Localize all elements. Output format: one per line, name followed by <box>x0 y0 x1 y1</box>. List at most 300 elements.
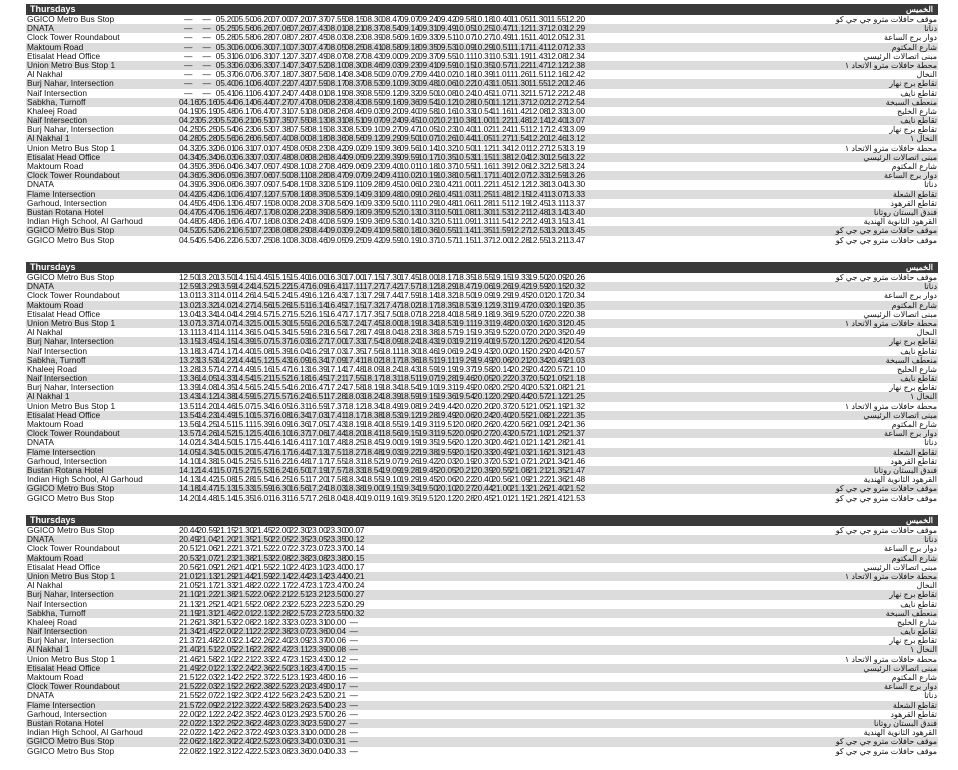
time-cell: 15.53 <box>252 464 273 475</box>
time-cell: 15.28 <box>234 474 254 485</box>
time-cell: 06.21 <box>234 115 254 126</box>
time-cell: 13.53 <box>197 354 218 365</box>
time-cell: 15.43 <box>270 354 291 365</box>
time-cell: 14.02 <box>215 299 236 310</box>
time-cell: 10.31 <box>418 206 438 217</box>
time-cell: 19.19 <box>399 437 420 448</box>
time-cell: 11.05 <box>473 133 493 144</box>
time-cell: 16.37 <box>289 428 310 439</box>
time-cell: 06.11 <box>234 87 254 98</box>
time-cell: 12.07 <box>510 170 530 181</box>
time-cell: 07.40 <box>270 133 291 144</box>
time-cell: 12.45 <box>528 197 549 208</box>
time-cell: 22.21 <box>215 699 236 710</box>
time-cell: 19.01 <box>362 492 383 503</box>
time-cell: 07.59 <box>307 78 328 89</box>
time-cell: 08.51 <box>326 179 346 190</box>
stop-name-ar: مبنى اتصالات الرئيسي <box>863 152 937 162</box>
time-cell: 21.52 <box>179 681 199 692</box>
time-cell: 08.27 <box>307 161 328 171</box>
time-cell: 20.20 <box>528 327 549 338</box>
time-cell: 12.41 <box>528 188 549 199</box>
time-cell: 08.43 <box>344 96 365 107</box>
time-cell: 22.00 <box>179 708 199 719</box>
time-cell: 22.24 <box>215 708 236 719</box>
time-cell: 10.02 <box>436 69 457 80</box>
time-cell: 19.42 <box>510 281 530 292</box>
time-cell: 00.15 <box>326 662 346 673</box>
time-cell: 19.03 <box>436 336 457 347</box>
time-cell: 10.18 <box>473 14 494 24</box>
time-cell: 09.16 <box>344 197 365 208</box>
timetable-row <box>26 572 938 581</box>
time-cell: 15.47 <box>270 363 291 374</box>
time-cell: 19.45 <box>418 464 438 475</box>
time-cell: 20.42 <box>491 419 512 429</box>
time-cell: 10.02 <box>418 115 438 126</box>
time-cell: 14.18 <box>179 483 199 494</box>
time-cell: 12.53 <box>546 142 567 153</box>
time-cell: 21.09 <box>510 474 530 485</box>
time-cell: 19.31 <box>473 317 494 328</box>
time-cell: 13.04 <box>179 308 199 319</box>
time-cell: 15.52 <box>270 373 291 384</box>
time-cell: — <box>349 727 358 738</box>
time-cell: 23.06 <box>270 736 291 747</box>
time-cell: 08.10 <box>270 234 291 245</box>
time-cell: 10.06 <box>436 78 457 89</box>
time-cell: 20.05 <box>436 464 457 475</box>
time-cell: 13.31 <box>197 290 218 301</box>
time-cell: 09.23 <box>362 161 383 171</box>
time-cell: 10.12 <box>436 96 457 107</box>
time-cell: 20.37 <box>491 400 512 411</box>
time-cell: 15.33 <box>234 483 254 494</box>
time-cell: 09.58 <box>381 225 402 236</box>
time-cell: 18.19 <box>362 382 383 393</box>
time-cell: 08.37 <box>362 23 383 34</box>
stop-name-en: Naif Intersection <box>27 346 87 356</box>
time-cell: 15.25 <box>234 455 254 466</box>
time-cell: 06.44 <box>252 96 273 107</box>
stop-name-en: GGICO Metro Bus Stop <box>27 15 115 24</box>
stop-name-ar: منعطف السبخة <box>885 355 937 365</box>
time-cell: 09.39 <box>381 151 402 162</box>
time-cell: 10.21 <box>436 115 457 126</box>
time-cell: 00.07 <box>344 525 365 535</box>
time-cell: 19.37 <box>454 363 475 374</box>
time-cell: 18.39 <box>381 391 402 402</box>
time-cell: 22.37 <box>252 672 273 682</box>
time-cell: 08.44 <box>326 151 346 162</box>
time-cell: 12.56 <box>546 151 567 162</box>
stop-name-en: Burj Nahar, Intersection <box>27 79 114 89</box>
time-cell: 20.15 <box>454 446 475 457</box>
time-cell: 19.59 <box>436 446 457 457</box>
time-cell: 09.36 <box>362 216 383 227</box>
time-cell: 20.08 <box>454 419 475 429</box>
time-cell: 21.25 <box>197 598 218 609</box>
time-cell: 14.01 <box>215 290 236 301</box>
time-cell: 13.15 <box>546 216 567 227</box>
time-cell: 10.19 <box>399 234 420 245</box>
time-cell: 08.03 <box>270 216 291 227</box>
time-cell: 21.07 <box>510 455 530 466</box>
time-cell: 00.24 <box>344 580 365 591</box>
stop-name-ar: تقاطع نايف <box>900 599 937 609</box>
time-cell: 06.08 <box>215 179 236 190</box>
time-cell: 23.30 <box>289 717 310 728</box>
time-cell: 07.18 <box>252 216 273 227</box>
time-cell: 21.22 <box>546 409 567 420</box>
time-cell: 06.03 <box>215 151 236 162</box>
time-cell: 13.51 <box>179 400 199 411</box>
time-cell: 08.50 <box>362 69 383 80</box>
time-cell: 11.22 <box>473 179 493 190</box>
stop-name-en: Bustan Rotana Hotel <box>27 465 104 475</box>
time-cell: 23.09 <box>289 635 310 646</box>
time-cell: 21.30 <box>234 525 254 535</box>
time-cell: 22.56 <box>270 690 291 701</box>
time-cell: 21.48 <box>234 580 254 591</box>
time-cell: 18.02 <box>362 354 383 365</box>
time-cell: 18.48 <box>362 446 383 457</box>
time-cell: 22.23 <box>252 626 273 637</box>
time-cell: 20.59 <box>197 525 218 535</box>
time-cell: 15.27 <box>234 464 254 475</box>
time-cell: 22.05 <box>270 534 291 545</box>
time-cell: 23.02 <box>270 717 291 728</box>
time-cell: 09.11 <box>344 179 364 190</box>
time-cell: 09.10 <box>362 124 383 135</box>
time-cell: 06.46 <box>234 206 254 217</box>
time-cell: 04.28 <box>179 133 199 144</box>
time-cell: 16.45 <box>326 299 346 310</box>
time-cell: 20.53 <box>528 382 549 393</box>
time-cell: 22.08 <box>234 616 254 627</box>
stop-name-en: Union Metro Bus Stop 1 <box>27 143 116 153</box>
time-cell: 09.44 <box>418 69 438 80</box>
time-cell: 20.30 <box>473 437 494 448</box>
time-cell: 21.28 <box>546 437 567 448</box>
time-cell: 11.37 <box>528 23 548 34</box>
time-cell: 19.28 <box>418 409 438 420</box>
time-cell: 13.56 <box>179 419 199 429</box>
time-cell: 14.07 <box>215 317 236 328</box>
time-cell: 06.13 <box>215 197 236 208</box>
stop-name-en: Burj Nahar, Intersection <box>27 590 114 600</box>
time-cell: 23.55 <box>326 607 346 618</box>
time-cell: 12.46 <box>546 133 567 144</box>
time-cell: 18.19 <box>399 317 420 328</box>
stop-name-ar: شارع المكتوم <box>891 420 937 429</box>
time-cell: 14.05 <box>197 373 218 384</box>
time-cell: 11.05 <box>510 14 530 24</box>
time-cell: 18.43 <box>418 336 438 347</box>
time-cell: 12.22 <box>546 87 567 98</box>
time-cell: 17.05 <box>307 419 328 429</box>
time-cell: 17.29 <box>362 290 383 301</box>
time-cell: 09.45 <box>399 115 420 126</box>
time-cell: 23.52 <box>326 598 346 609</box>
time-cell: 23.37 <box>326 543 346 554</box>
time-cell: 10.26 <box>436 133 457 144</box>
time-cell: 19.24 <box>454 345 475 356</box>
stop-name-en: DNATA <box>27 24 54 34</box>
time-cell: 14.56 <box>234 382 254 393</box>
time-cell: 22.33 <box>252 653 273 664</box>
time-cell: 13.00 <box>565 105 585 116</box>
time-cell: 16.08 <box>270 409 291 420</box>
time-cell: 09.50 <box>381 197 402 208</box>
time-cell: 10.38 <box>436 170 457 181</box>
time-cell: — <box>202 69 211 80</box>
time-cell: 18.57 <box>436 327 457 338</box>
time-cell: 19.52 <box>436 428 457 439</box>
time-cell: 10.42 <box>436 179 457 190</box>
time-cell: 21.51 <box>197 644 218 655</box>
time-cell: 13.45 <box>565 225 585 236</box>
time-cell: 22.02 <box>252 580 273 591</box>
stop-name-en: Union Metro Bus Stop 1 <box>27 60 116 70</box>
time-cell: 09.50 <box>399 133 420 144</box>
time-cell: 16.17 <box>270 446 291 457</box>
time-cell: 22.49 <box>252 727 273 738</box>
time-cell: 19.44 <box>436 400 457 411</box>
time-cell: 17.15 <box>362 272 383 282</box>
time-cell: 17.35 <box>362 308 383 319</box>
time-cell: 22.19 <box>215 690 236 701</box>
time-cell: 14.50 <box>215 437 236 448</box>
time-cell: 05.40 <box>215 78 236 89</box>
time-cell: 18.04 <box>381 327 402 338</box>
time-cell: 08.53 <box>362 78 383 89</box>
time-cell: 10.54 <box>473 105 494 116</box>
time-cell: 11.16 <box>473 161 493 171</box>
time-cell: 05.33 <box>215 59 236 70</box>
time-cell: 10.55 <box>454 161 475 171</box>
time-cell: 20.09 <box>454 428 475 439</box>
time-cell: 21.05 <box>179 580 199 591</box>
time-cell: 18.00 <box>381 317 402 328</box>
time-cell: 06.41 <box>234 188 254 199</box>
time-cell: 14.20 <box>197 400 218 411</box>
time-cell: 17.24 <box>344 317 365 328</box>
time-cell: 22.01 <box>197 662 218 673</box>
time-cell: 07.32 <box>289 50 310 61</box>
time-cell: 22.25 <box>215 717 236 728</box>
time-cell: 15.20 <box>234 446 254 457</box>
stop-name-en: Al Nakhal <box>27 70 63 80</box>
time-cell: 05.34 <box>197 151 218 162</box>
time-cell: 16.20 <box>289 382 310 393</box>
time-cell: 06.05 <box>215 170 236 181</box>
time-cell: 14.38 <box>215 391 236 402</box>
time-cell: 17.13 <box>344 290 365 301</box>
time-cell: 11.57 <box>528 87 548 98</box>
time-cell: 13.11 <box>546 197 566 208</box>
stop-name-en: Clock Tower Roundabout <box>27 682 120 692</box>
time-cell: 18.38 <box>344 483 365 494</box>
time-cell: 19.31 <box>436 382 457 393</box>
time-cell: 16.04 <box>289 345 310 356</box>
time-cell: 20.55 <box>491 464 512 475</box>
time-cell: 22.00 <box>270 525 291 535</box>
time-cell: 04.48 <box>179 216 199 227</box>
time-cell: 09.14 <box>399 23 420 34</box>
time-cell: 20.50 <box>528 373 549 384</box>
time-cell: 07.51 <box>289 105 310 116</box>
time-cell: 12.27 <box>546 96 567 107</box>
stop-name-en: Flame Intersection <box>27 189 96 199</box>
time-cell: 07.17 <box>252 206 273 217</box>
time-cell: 06.10 <box>234 78 254 89</box>
stop-name-ar: تقاطع برج نهار <box>889 636 937 646</box>
time-cell: 22.03 <box>197 681 218 692</box>
time-cell: 12.07 <box>546 41 567 52</box>
time-cell: 23.34 <box>289 736 310 747</box>
time-cell: 00.26 <box>326 708 346 719</box>
time-cell: 08.40 <box>307 216 328 227</box>
stop-name-ar: تقاطع الشعلة <box>892 189 937 199</box>
time-cell: 17.17 <box>344 308 365 319</box>
stop-name-ar: منعطف السبخة <box>885 608 937 618</box>
time-cell: 13.28 <box>179 363 199 374</box>
time-cell: 09.40 <box>381 161 402 171</box>
time-cell: — <box>349 644 358 655</box>
time-cell: 18.02 <box>399 299 420 310</box>
time-cell: 19.48 <box>491 317 512 328</box>
time-cell: 07.27 <box>270 96 291 107</box>
time-cell: 09.07 <box>381 69 402 80</box>
stop-name-ar: دناتا <box>924 24 937 34</box>
stop-name-ar: شارع المكتوم <box>891 162 937 171</box>
time-cell: 20.20 <box>473 400 494 411</box>
time-cell: 17.59 <box>399 290 420 301</box>
time-cell: 05.52 <box>215 115 236 126</box>
time-cell: 07.18 <box>270 69 291 80</box>
stop-name-en: Etisalat Head Office <box>27 410 101 420</box>
timetable-row <box>26 600 938 609</box>
time-cell: 21.01 <box>179 570 199 581</box>
time-cell: 18.20 <box>344 428 365 439</box>
time-cell: 08.05 <box>326 41 346 52</box>
time-cell: 09.59 <box>399 151 420 162</box>
time-cell: 19.15 <box>399 428 420 439</box>
time-cell: 05.25 <box>197 124 218 135</box>
time-cell: 21.52 <box>234 589 254 600</box>
time-cell: 16.03 <box>289 336 310 347</box>
time-cell: 09.12 <box>381 87 402 98</box>
time-cell: 22.42 <box>270 644 291 655</box>
time-cell: 14.42 <box>197 474 218 485</box>
time-cell: 08.01 <box>307 87 328 98</box>
time-cell: 20.21 <box>510 354 530 365</box>
time-cell: 06.41 <box>252 87 273 98</box>
time-cell: 04.45 <box>179 197 199 208</box>
time-cell: 07.35 <box>270 115 291 126</box>
time-cell: 00.00 <box>326 616 346 627</box>
time-cell: 11.15 <box>454 234 475 245</box>
time-cell: 18.34 <box>362 400 383 411</box>
time-cell: 20.44 <box>510 391 530 402</box>
time-cell: 18.09 <box>362 363 383 374</box>
time-cell: 20.26 <box>528 336 549 347</box>
time-cell: 16.56 <box>326 327 346 338</box>
time-cell: 16.15 <box>307 308 328 319</box>
time-cell: 18.47 <box>454 281 475 292</box>
time-cell: 10.26 <box>418 188 438 199</box>
time-cell: 15.52 <box>289 308 310 319</box>
time-cell: 07.49 <box>307 50 328 61</box>
time-cell: 00.06 <box>326 635 346 646</box>
time-cell: — <box>349 662 358 673</box>
time-cell: 19.58 <box>473 363 494 374</box>
time-cell: 19.22 <box>399 446 420 457</box>
time-cell: 22.17 <box>270 580 291 591</box>
stop-name-en: GGICO Metro Bus Stop <box>27 484 115 494</box>
time-cell: 12.02 <box>528 96 549 107</box>
time-cell: 08.59 <box>362 96 383 107</box>
time-cell: 12.20 <box>546 78 567 89</box>
time-cell: 18.09 <box>381 336 402 347</box>
time-cell: 19.34 <box>399 483 420 494</box>
time-cell: 08.10 <box>289 161 310 171</box>
time-cell: 21.08 <box>546 382 567 393</box>
time-cell: 18.49 <box>381 400 402 411</box>
time-cell: 16.39 <box>307 363 328 374</box>
time-cell: 10.07 <box>454 32 475 43</box>
time-cell: 20.08 <box>473 382 494 393</box>
time-cell: 08.35 <box>307 188 328 199</box>
time-cell: 09.41 <box>381 170 402 181</box>
time-cell: 20.34 <box>528 354 549 365</box>
time-cell: — <box>202 87 211 98</box>
time-cell: 09.36 <box>399 96 420 107</box>
time-cell: 22.13 <box>252 607 273 618</box>
time-cell: 00.28 <box>326 727 346 738</box>
time-cell: 06.51 <box>234 225 254 236</box>
time-cell: 21.36 <box>546 474 567 485</box>
time-cell: 18.38 <box>418 327 438 338</box>
time-cell: 22.03 <box>215 635 236 646</box>
time-cell: 10.11 <box>399 197 419 208</box>
time-cell: 11.17 <box>510 41 530 52</box>
stop-name-en: Garhoud, Intersection <box>27 709 107 719</box>
time-cell: 10.32 <box>436 142 457 153</box>
time-cell: 23.36 <box>307 626 328 637</box>
time-cell: 23.36 <box>289 745 310 756</box>
time-cell: 18.45 <box>362 437 383 448</box>
time-cell: 22.06 <box>252 589 273 600</box>
time-cell: 11.00 <box>473 115 493 126</box>
time-cell: 21.09 <box>528 419 549 429</box>
time-cell: 04.23 <box>179 115 199 126</box>
time-cell: 12.16 <box>546 69 567 80</box>
time-cell: 04.39 <box>179 179 199 190</box>
time-cell: 11.47 <box>528 59 548 70</box>
stop-name-ar: محطة حافلات مترو الاتحاد ١ <box>844 318 937 328</box>
time-cell: 19.52 <box>510 308 530 319</box>
time-cell: 10.38 <box>454 115 475 126</box>
time-cell: 15.10 <box>234 409 254 420</box>
time-cell: 23.07 <box>307 543 328 554</box>
time-cell: 21.52 <box>565 483 585 494</box>
time-cell: 17.45 <box>362 317 383 328</box>
time-cell: 21.37 <box>234 543 254 554</box>
time-cell: 05.16 <box>197 96 218 107</box>
time-cell: 09.35 <box>362 206 383 217</box>
